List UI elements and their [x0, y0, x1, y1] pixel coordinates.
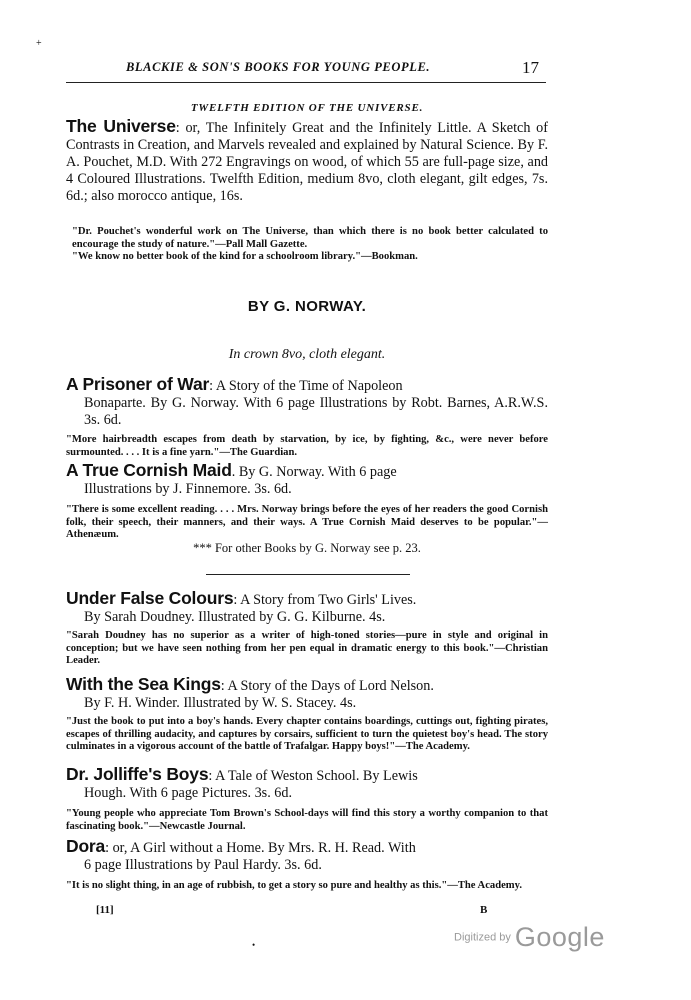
book-entry: [66, 376, 548, 429]
book-description: By F. H. Winder. Illustrated by W. S. Stacey. 4s.: [84, 695, 357, 711]
review-quote-text: "Dr. Pouchet's wonderful work on The Universe, than which there is no book better calculated to encourage the study of nature."—Pall Mall Gazette.: [72, 226, 548, 250]
cross-reference-note: *** For other Books by G. Norway see p. 23.: [193, 541, 421, 555]
book-entry: [66, 838, 548, 874]
page-number: 17: [522, 58, 539, 77]
book-description: Bonaparte. By G. Norway. With 6 page Illustrations by Robt. Barnes, A.R.W.S. 3s. 6d.: [84, 395, 548, 428]
review-quote: "More hairbreadth escapes from death by starvation, by ice, by fighting, &c., were never before surmounted. . . . It is a fine yarn."—The Guardian.: [66, 434, 548, 458]
edition-heading: TWELFTH EDITION OF THE UNIVERSE.: [190, 102, 424, 114]
review-quote: "Sarah Doudney has no superior as a writer of high-toned stories—pure in style and original in conception; but we have seen nothing from her pen equal in dramatic energy to this book."—Christian Leader.: [66, 630, 548, 666]
book-description: By Sarah Doudney. Illustrated by G. G. Kilburne. 4s.: [84, 609, 386, 625]
universe-entry: [66, 118, 548, 205]
running-header: BLACKIE & SON'S BOOKS FOR YOUNG PEOPLE.: [126, 60, 431, 74]
signature-letter: B: [480, 904, 488, 916]
section-divider: [206, 574, 410, 575]
review-quote: "There is some excellent reading. . . . Mrs. Norway brings before the eyes of her readers the good Cornish folk, their speech, their manners, and their ways. A True Cornish Maid deserves to be popular."—Athenæum.: [66, 504, 548, 540]
book-title: A Prisoner of War: [66, 374, 210, 394]
book-description: . By G. Norway. With 6 page: [231, 464, 397, 480]
format-note: In crown 8vo, cloth elegant.: [228, 347, 386, 362]
book-entry: [66, 590, 548, 626]
review-quote: "It is no slight thing, in an age of rubbish, to get a story so pure and healthy as this."—The Academy.: [66, 880, 522, 891]
book-description: : A Tale of Weston School. By Lewis: [208, 768, 418, 784]
book-description: : or, The Infinitely Great and the Infinitely Little. A Sketch of Contrasts in Creation, and Marvels revealed and explained by Natural Science. By F. A. Pouchet, M.D. With 272 Engravings on wood, of which 55 are full-page size, and 4 Coloured Illustrations. Twelfth Edition, medium 8vo, cloth elegant, gilt edges, 7s. 6d.; also morocco antique, 16s.: [66, 120, 548, 204]
book-description: 6 page Illustrations by Paul Hardy. 3s. 6d.: [84, 857, 322, 873]
review-quote: "Young people who appreciate Tom Brown's School-days will find this story a worthy companion to that fascinating book."—Newcastle Journal.: [66, 808, 548, 832]
book-description: : or, A Girl without a Home. By Mrs. R. H. Read. With: [105, 840, 416, 856]
book-title: Under False Colours: [66, 588, 234, 608]
book-title: The Universe: [66, 116, 176, 136]
book-description: : A Story of the Days of Lord Nelson.: [220, 678, 434, 694]
review-quote: [66, 226, 548, 264]
book-description: Hough. With 6 page Pictures. 3s. 6d.: [84, 785, 293, 801]
book-description: Illustrations by J. Finnemore. 3s. 6d.: [84, 481, 292, 497]
stray-mark: •: [252, 940, 256, 950]
corner-mark: +: [36, 38, 42, 49]
book-entry: [66, 766, 548, 802]
book-description: : A Story of the Time of Napoleon: [209, 378, 403, 394]
section-heading: BY G. NORWAY.: [247, 298, 367, 315]
book-entry: [66, 676, 548, 712]
signature-mark: [11]: [96, 904, 114, 916]
watermark-logo: Google: [514, 922, 605, 952]
book-entry: [66, 462, 548, 498]
book-description: : A Story from Two Girls' Lives.: [233, 592, 417, 608]
header-rule: [66, 82, 546, 83]
book-title: A True Cornish Maid: [66, 460, 232, 480]
book-title: With the Sea Kings: [66, 674, 221, 694]
book-title: Dr. Jolliffe's Boys: [66, 764, 209, 784]
digitized-watermark: [454, 922, 605, 953]
watermark-prefix: Digitized by: [454, 931, 511, 944]
review-quote-text: "We know no better book of the kind for a schoolroom library."—Bookman.: [72, 251, 418, 262]
review-quote: "Just the book to put into a boy's hands. Every chapter contains boardings, cuttings out, fighting pirates, escapes of thrilling audacity, and captures by corsairs, sufficient to turn the quietest boy's head. The story culminates in a vigorous account of the battle of Trafalgar. Happy boys!"—The Academy.: [66, 716, 548, 752]
book-title: Dora: [66, 836, 106, 856]
